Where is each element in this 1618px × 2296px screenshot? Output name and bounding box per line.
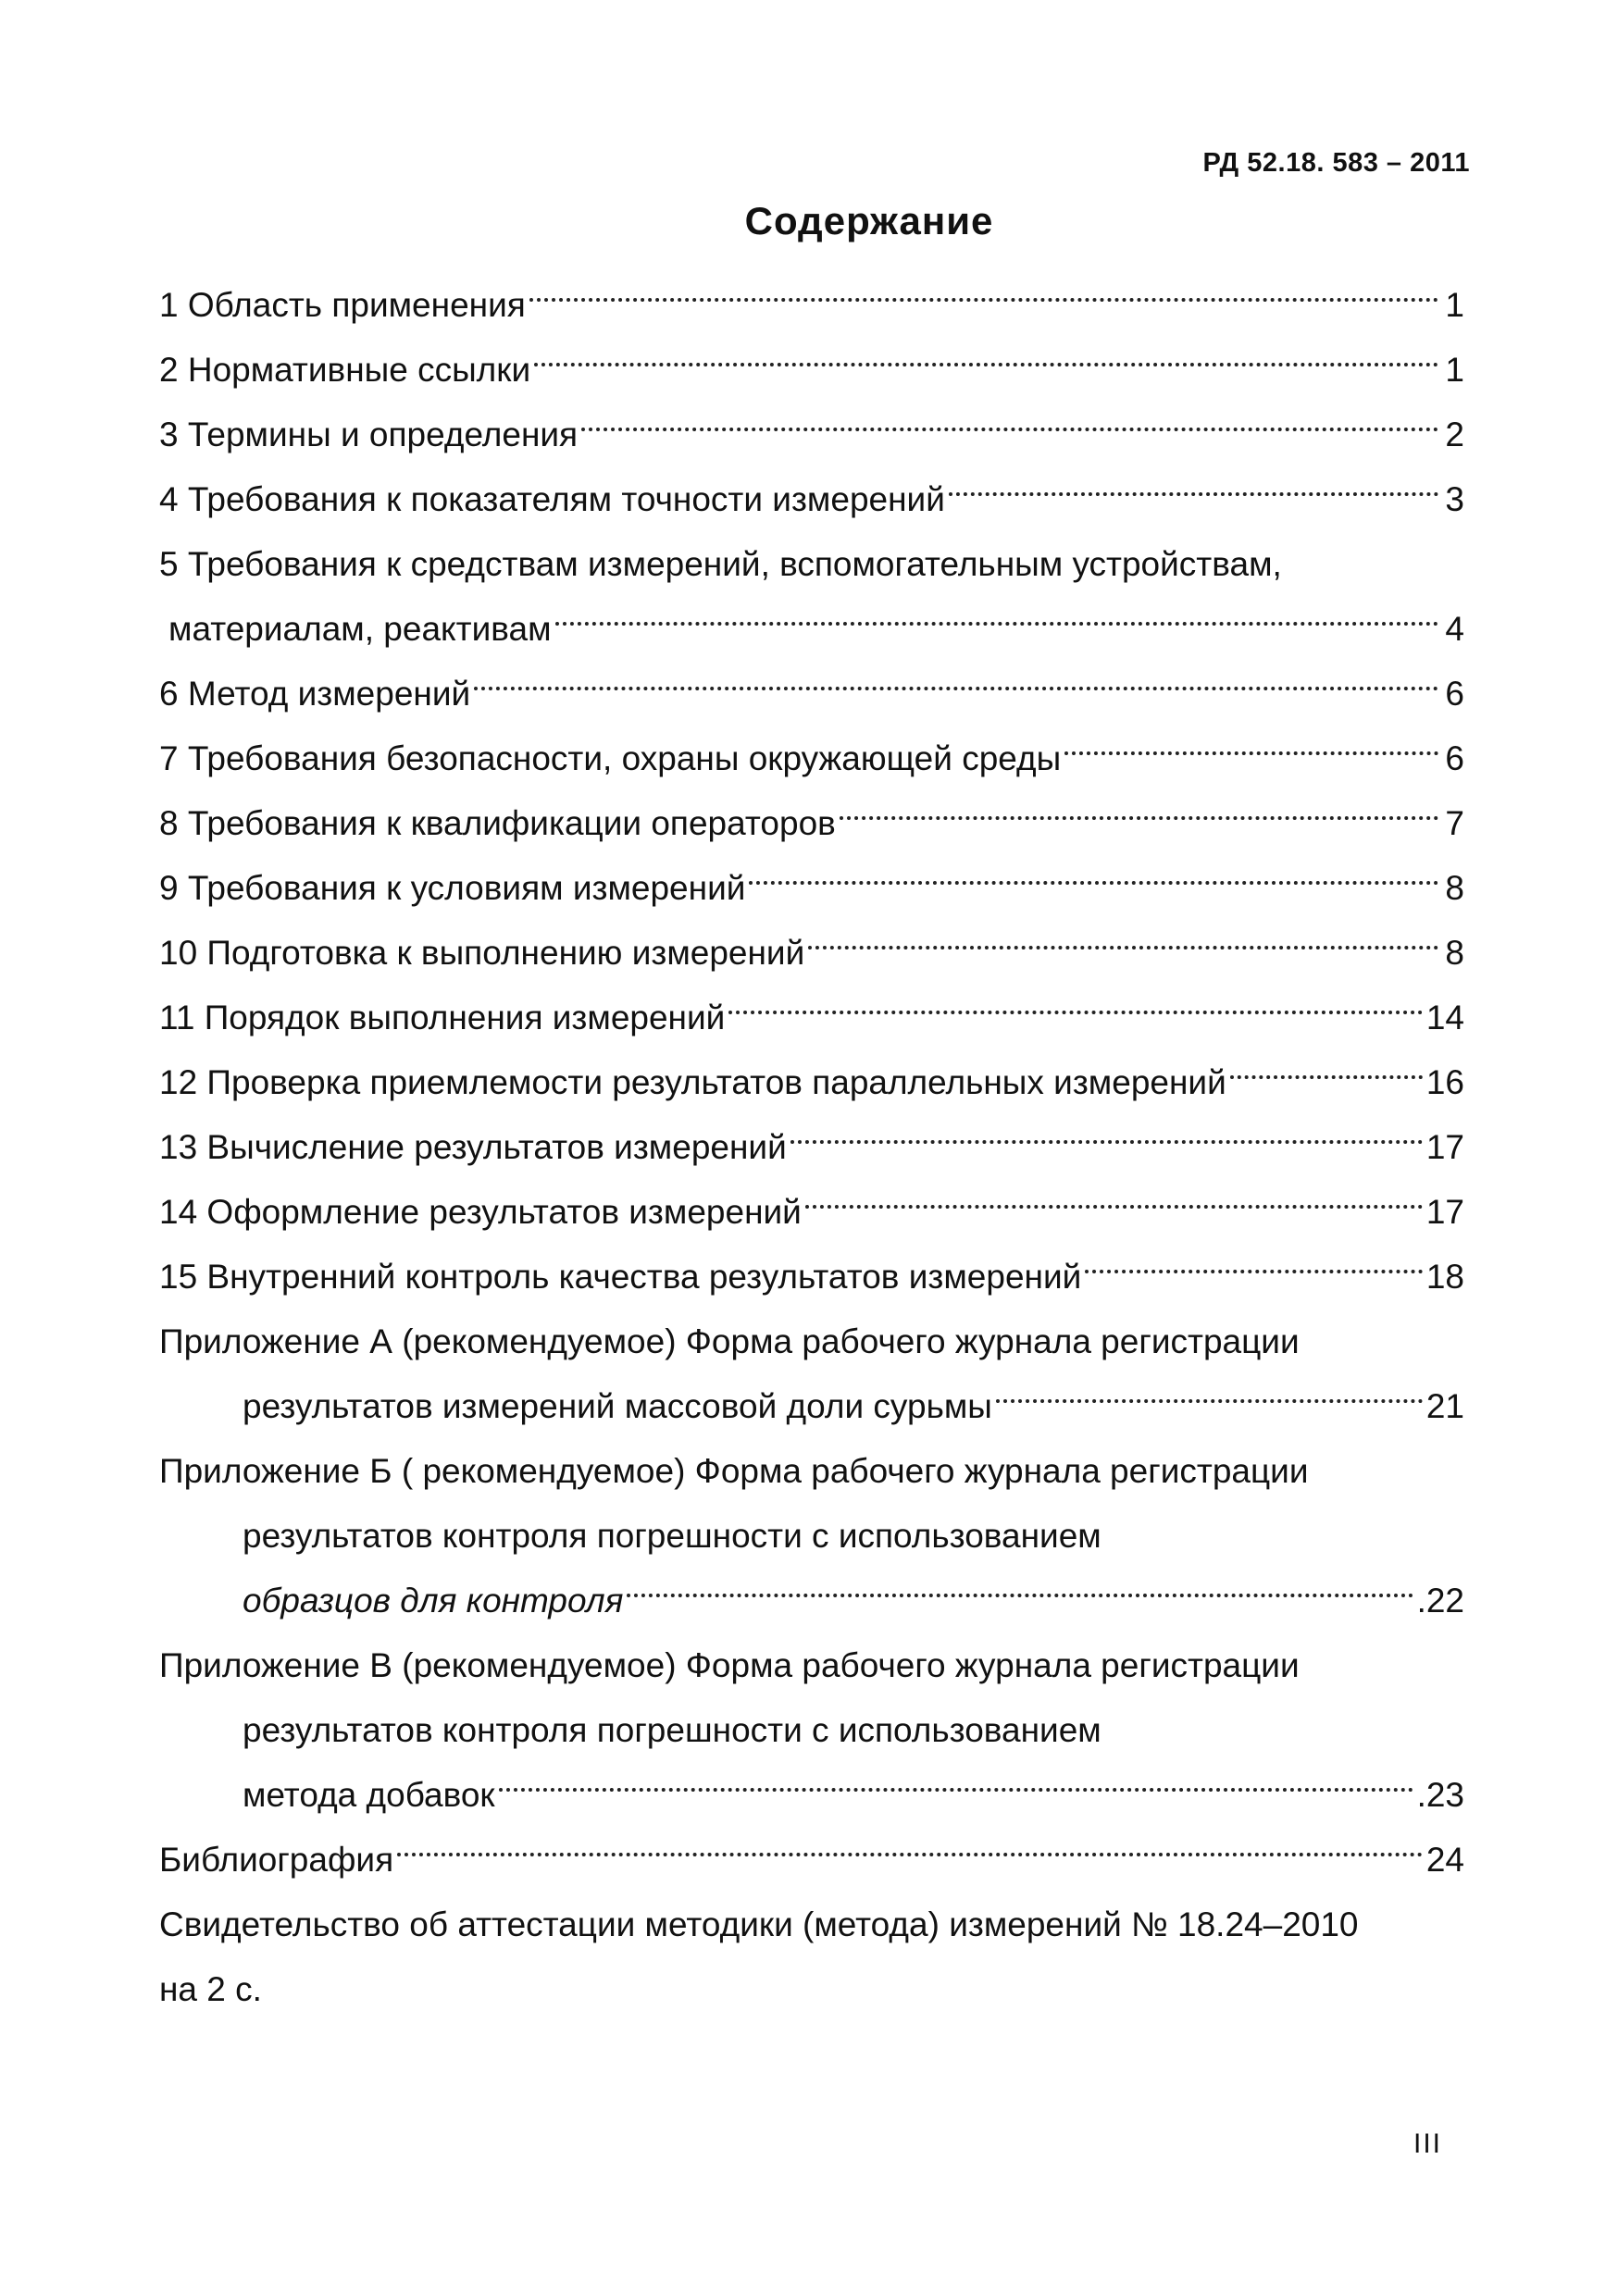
- dot-leader: [534, 363, 1438, 366]
- toc-entry-page: 21: [1425, 1387, 1464, 1425]
- dot-leader: [474, 687, 1438, 690]
- toc-entry-12[interactable]: [159, 1050, 1464, 1115]
- appendix-a-line2[interactable]: [159, 1374, 1464, 1439]
- toc-entry-text: результатов измерений массовой доли сурьмы: [243, 1387, 992, 1425]
- toc-entry-text: 3 Термины и определения: [159, 416, 579, 453]
- toc-bibliography[interactable]: [159, 1828, 1464, 1893]
- toc-entry-page: 4: [1445, 610, 1464, 648]
- toc-entry-text: 15 Внутренний контроль качества результатов измерений: [159, 1258, 1082, 1296]
- dot-leader: [529, 298, 1438, 302]
- appendix-b-line2[interactable]: результатов контроля погрешности с использованием: [243, 1517, 1101, 1555]
- toc-entry-page: 1: [1445, 286, 1464, 324]
- dot-leader: [808, 946, 1438, 949]
- toc-entry-page: 24: [1425, 1841, 1464, 1879]
- toc-entry-text: 9 Требования к условиям измерений: [159, 869, 746, 907]
- toc-entry-page: 17: [1425, 1193, 1464, 1231]
- toc-entry-page: 8: [1445, 869, 1464, 907]
- toc-entry-page: .23: [1416, 1776, 1464, 1814]
- document-code: РД 52.18. 583 – 2011: [1202, 148, 1470, 178]
- toc-entry-text: образцов для контроля: [243, 1582, 624, 1620]
- toc-entry-page: 8: [1445, 934, 1464, 972]
- toc-entry-page: 1: [1445, 351, 1464, 389]
- appendix-c-line1[interactable]: Приложение В (рекомендуемое) Форма рабочего журнала регистрации: [159, 1646, 1300, 1684]
- toc-entry-3[interactable]: [159, 403, 1464, 467]
- dot-leader: [949, 492, 1438, 496]
- dot-leader: [1064, 751, 1438, 755]
- toc-entry-8[interactable]: [159, 791, 1464, 856]
- appendix-c-line2[interactable]: результатов контроля погрешности с использованием: [243, 1711, 1101, 1749]
- dot-leader: [805, 1205, 1423, 1209]
- toc-entry-text: 11 Порядок выполнения измерений: [159, 999, 726, 1036]
- toc-entry-page: 6: [1445, 739, 1464, 777]
- dot-leader: [555, 622, 1438, 626]
- toc-entry-text: 1 Область применения: [159, 286, 526, 324]
- toc-entry-page: 17: [1425, 1128, 1464, 1166]
- dot-leader: [840, 816, 1438, 820]
- toc-entry-page: 6: [1445, 675, 1464, 713]
- toc-entry-5-line2[interactable]: [159, 597, 1464, 662]
- toc-entry-2[interactable]: [159, 338, 1464, 403]
- toc-entry-11[interactable]: [159, 986, 1464, 1050]
- certificate-line2: на 2 с.: [159, 1970, 262, 2008]
- toc-entry-10[interactable]: [159, 921, 1464, 986]
- toc-entry-text: 12 Проверка приемлемости результатов параллельных измерений: [159, 1063, 1226, 1101]
- toc-entry-page: 14: [1425, 999, 1464, 1036]
- dot-leader: [499, 1788, 1413, 1792]
- toc-entry-15[interactable]: [159, 1245, 1464, 1309]
- appendix-b-line3[interactable]: [159, 1569, 1464, 1633]
- toc-entry-page: 16: [1425, 1063, 1464, 1101]
- appendix-b-line1[interactable]: Приложение Б ( рекомендуемое) Форма рабочего журнала регистрации: [159, 1452, 1309, 1490]
- toc-entry-5-line1[interactable]: 5 Требования к средствам измерений, вспомогательным устройствам,: [159, 545, 1282, 583]
- dot-leader: [1085, 1270, 1423, 1273]
- toc-entry-9[interactable]: [159, 856, 1464, 921]
- dot-leader: [581, 428, 1438, 431]
- toc-entry-text: 14 Оформление результатов измерений: [159, 1193, 802, 1231]
- toc-entry-6[interactable]: [159, 662, 1464, 726]
- toc-entry-text: 8 Требования к квалификации операторов: [159, 804, 836, 842]
- toc-entry-7[interactable]: [159, 726, 1464, 791]
- table-of-contents: [159, 273, 1464, 2022]
- certificate-line1[interactable]: Свидетельство об аттестации методики (метода) измерений № 18.24–2010: [159, 1905, 1359, 1943]
- toc-entry-text: 10 Подготовка к выполнению измерений: [159, 934, 805, 972]
- toc-entry-text: метода добавок: [243, 1776, 495, 1814]
- dot-leader: [627, 1594, 1413, 1597]
- toc-entry-text: 6 Метод измерений: [159, 675, 471, 713]
- toc-entry-page: 7: [1445, 804, 1464, 842]
- toc-entry-text: Библиография: [159, 1841, 394, 1879]
- dot-leader: [728, 1011, 1423, 1014]
- toc-entry-text: 4 Требования к показателям точности измерений: [159, 480, 945, 518]
- toc-entry-page: 18: [1425, 1258, 1464, 1296]
- toc-entry-text: материалам, реактивам: [168, 610, 552, 648]
- toc-entry-4[interactable]: [159, 467, 1464, 532]
- dot-leader: [996, 1399, 1423, 1403]
- page-number: III: [1413, 2128, 1442, 2159]
- dot-leader: [790, 1140, 1423, 1144]
- dot-leader: [749, 881, 1438, 885]
- toc-entry-text: 13 Вычисление результатов измерений: [159, 1128, 787, 1166]
- appendix-a-line1[interactable]: Приложение А (рекомендуемое) Форма рабочего журнала регистрации: [159, 1322, 1300, 1360]
- toc-entry-1[interactable]: [159, 273, 1464, 338]
- toc-entry-page: 2: [1445, 416, 1464, 453]
- dot-leader: [1230, 1075, 1423, 1079]
- toc-title: Содержание: [744, 199, 994, 242]
- toc-entry-page: 3: [1445, 480, 1464, 518]
- toc-entry-text: 2 Нормативные ссылки: [159, 351, 531, 389]
- dot-leader: [397, 1853, 1423, 1856]
- toc-entry-page: .22: [1416, 1582, 1464, 1620]
- toc-entry-14[interactable]: [159, 1180, 1464, 1245]
- appendix-c-line3[interactable]: [159, 1763, 1464, 1828]
- toc-entry-text: 7 Требования безопасности, охраны окружающей среды: [159, 739, 1062, 777]
- toc-entry-13[interactable]: [159, 1115, 1464, 1180]
